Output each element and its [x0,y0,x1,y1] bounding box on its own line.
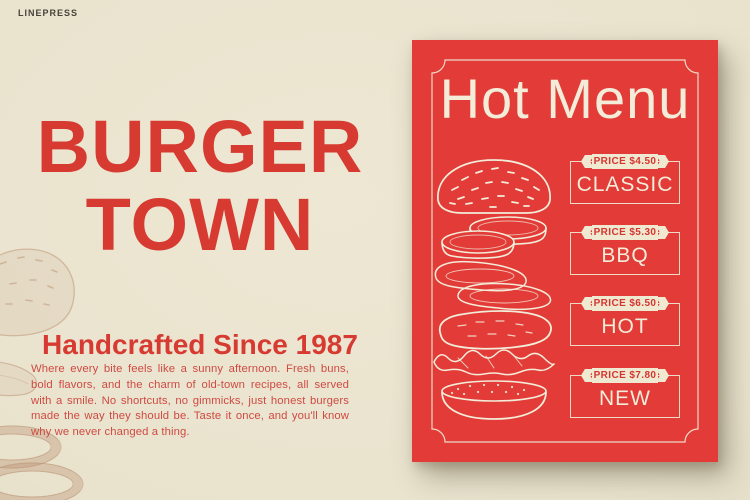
hero-subtitle: Handcrafted Since 1987 [42,329,358,360]
hero-title-line1: BURGER [36,105,364,188]
price-label: PRICE $5.30 [593,227,657,238]
item-name: BBQ [601,244,649,267]
hero-body-text: Where every bite feels like a sunny afternoon. Fresh buns, bold flavors, and the charm of old-town recipes, all served with a smile. No shortcuts, no gimmicks, just honest burgers made the way they should be. Taste it once, and you'll know why we never changed a thing. [31,363,349,439]
exploded-burger-icon [428,156,560,422]
item-name: NEW [599,387,651,410]
price-ribbon [581,225,669,240]
hero-title-line2: TOWN [85,183,315,267]
price-ribbon [581,154,669,169]
hero-title [25,105,375,267]
menu-card [412,40,718,462]
price-label: PRICE $7.80 [593,370,657,381]
price-label: PRICE $6.50 [593,298,657,309]
brand-label: LINEPRESS [18,8,79,18]
item-name: HOT [601,315,649,338]
menu-item-new [570,368,680,418]
price-ribbon [581,368,669,383]
menu-item-classic [570,154,680,204]
menu-item-bbq [570,225,680,275]
card-title: Hot Menu [439,67,691,130]
price-ribbon [581,296,669,311]
menu-item-hot [570,296,680,346]
item-name: CLASSIC [576,173,674,196]
price-label: PRICE $4.50 [593,156,657,167]
